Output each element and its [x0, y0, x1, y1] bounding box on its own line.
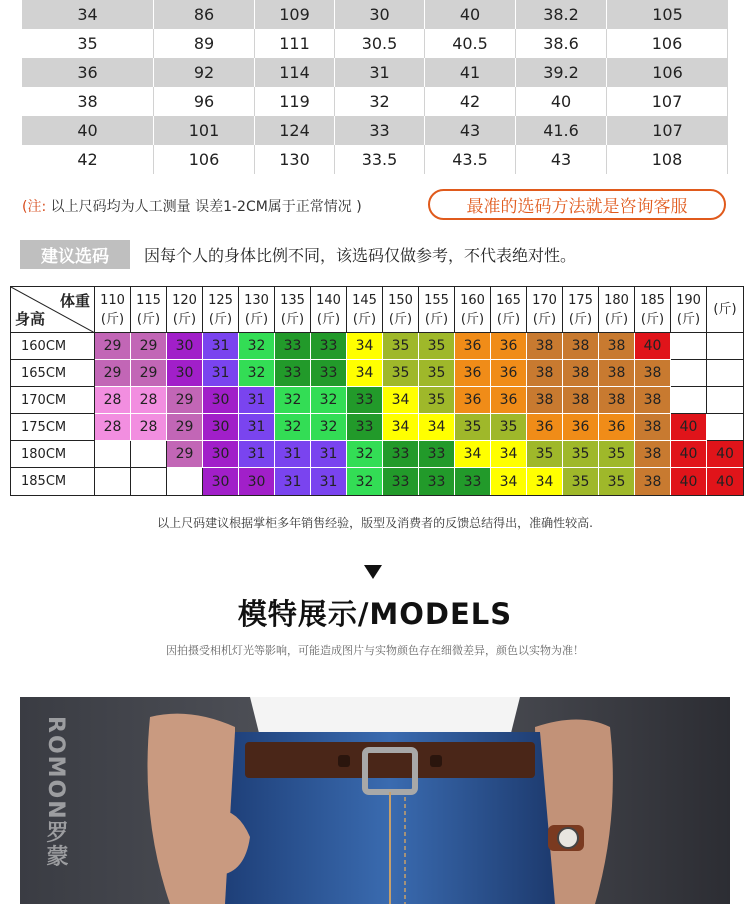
size-chart-cell: 33	[347, 387, 383, 414]
size-table-cell: 96	[154, 87, 255, 116]
size-table-cell: 36	[22, 58, 154, 87]
weight-column-header	[599, 287, 635, 333]
size-table-row	[22, 29, 728, 58]
size-chart-cell: 33	[347, 414, 383, 441]
size-table-cell: 41.6	[516, 116, 607, 145]
size-chart-cell: 36	[491, 360, 527, 387]
size-chart-cell: 36	[491, 387, 527, 414]
size-chart-cell	[95, 441, 131, 468]
weight-column-header	[671, 287, 707, 333]
height-row-label: 160CM	[11, 333, 95, 360]
size-chart-cell: 40	[671, 414, 707, 441]
size-chart-cell: 35	[563, 468, 599, 495]
size-chart-cell	[671, 360, 707, 387]
weight-unit: (斤)	[676, 311, 701, 327]
chart-row	[11, 468, 743, 495]
size-chart-cell: 36	[455, 387, 491, 414]
size-table-cell: 40	[516, 87, 607, 116]
weight-unit: (斤)	[568, 311, 593, 327]
models-subtitle: 因拍摄受相机灯光等影响，可能造成图片与实物颜色存在细微差异，颜色以实物为准！	[166, 644, 584, 657]
size-chart-cell: 32	[347, 468, 383, 495]
size-table-cell: 41	[425, 58, 516, 87]
size-chart-cell: 38	[563, 333, 599, 360]
size-chart-cell: 40	[707, 441, 743, 468]
weight-value: 180	[604, 292, 629, 308]
size-table-row	[22, 87, 728, 116]
size-chart-cell: 34	[383, 387, 419, 414]
note-text: 以上尺码均为人工测量 误差1-2CM属于正常情况	[46, 199, 357, 215]
size-chart-cell: 30	[203, 468, 239, 495]
size-chart-cell: 29	[167, 387, 203, 414]
size-table-cell: 40	[425, 0, 516, 29]
weight-value: 130	[244, 292, 269, 308]
weight-unit: (斤)	[388, 311, 413, 327]
weight-value: 140	[316, 292, 341, 308]
weight-unit: (斤)	[280, 311, 305, 327]
weight-unit: (斤)	[100, 311, 125, 327]
size-chart-cell: 28	[131, 414, 167, 441]
size-chart-cell: 33	[275, 360, 311, 387]
chart-row	[11, 414, 743, 441]
size-table-cell: 107	[607, 87, 728, 116]
size-chart-cell: 35	[383, 333, 419, 360]
size-chart-cell: 36	[491, 333, 527, 360]
weight-unit: (斤)	[208, 311, 233, 327]
size-table-cell: 42	[425, 87, 516, 116]
weight-value: 185	[640, 292, 665, 308]
size-chart-cell: 29	[95, 333, 131, 360]
size-chart-cell: 32	[347, 441, 383, 468]
size-table-cell: 39.2	[516, 58, 607, 87]
size-table-cell: 32	[335, 87, 425, 116]
size-chart-cell: 31	[311, 441, 347, 468]
size-chart-cell: 34	[491, 468, 527, 495]
weight-axis-label: 体重	[59, 292, 90, 310]
model-photo-illustration	[20, 697, 730, 904]
weight-value: 155	[424, 292, 449, 308]
weight-column-header	[275, 287, 311, 333]
size-chart-cell: 38	[635, 414, 671, 441]
size-table-cell: 40.5	[425, 29, 516, 58]
size-chart-cell: 40	[671, 441, 707, 468]
size-table-cell: 33.5	[335, 145, 425, 174]
suggest-bar	[20, 240, 576, 269]
height-row-label: 165CM	[11, 360, 95, 387]
size-chart-cell: 40	[707, 468, 743, 495]
size-chart-cell: 38	[527, 387, 563, 414]
size-table-cell: 107	[652, 121, 683, 140]
height-row-label: 185CM	[11, 468, 95, 495]
size-table-cell: 124	[255, 116, 335, 145]
size-table-cell: 33	[335, 116, 425, 145]
size-chart-cell: 32	[239, 360, 275, 387]
size-table-cell: 92	[154, 58, 255, 87]
weight-column-header	[203, 287, 239, 333]
size-table-cell: 38.6	[516, 29, 607, 58]
size-chart-cell: 33	[419, 441, 455, 468]
size-chart-cell: 29	[167, 441, 203, 468]
size-chart-cell: 38	[635, 468, 671, 495]
size-chart-cell	[707, 414, 743, 441]
weight-unit: (斤)	[604, 311, 629, 327]
size-table-cell: 42	[22, 145, 154, 174]
size-chart-cell: 34	[455, 441, 491, 468]
size-chart-cell: 30	[167, 333, 203, 360]
size-chart-cell: 30	[203, 387, 239, 414]
size-chart-cell: 32	[311, 414, 347, 441]
size-chart-cell	[707, 360, 743, 387]
size-table-cell: 30.5	[335, 29, 425, 58]
size-chart-cell: 38	[599, 333, 635, 360]
size-table-cell: 111	[255, 29, 335, 58]
weight-column-header	[419, 287, 455, 333]
size-chart-cell: 31	[239, 441, 275, 468]
size-chart-cell: 32	[311, 387, 347, 414]
size-chart-cell: 38	[635, 360, 671, 387]
size-chart-cell: 31	[311, 468, 347, 495]
size-chart-cell	[95, 468, 131, 495]
weight-column-header	[239, 287, 275, 333]
chart-corner	[11, 287, 95, 333]
size-chart-cell: 30	[239, 468, 275, 495]
height-row-label: 170CM	[11, 387, 95, 414]
size-table-cell: 106	[154, 145, 255, 174]
consult-service-tip: 最准的选码方法就是咨询客服	[428, 189, 726, 220]
size-chart-cell	[131, 468, 167, 495]
size-chart-cell	[707, 387, 743, 414]
weight-value: 135	[280, 292, 305, 308]
size-chart-cell: 35	[599, 468, 635, 495]
size-chart-cell: 38	[563, 360, 599, 387]
size-table-cell: 89	[154, 29, 255, 58]
size-chart-cell: 35	[491, 414, 527, 441]
weight-value: 160	[460, 292, 485, 308]
measurement-note	[22, 196, 362, 216]
size-chart-cell: 35	[419, 360, 455, 387]
size-chart-cell: 35	[419, 333, 455, 360]
size-table-cell: 43	[425, 116, 516, 145]
size-chart-cell	[167, 468, 203, 495]
size-chart-cell: 38	[527, 333, 563, 360]
size-chart-cell: 34	[527, 468, 563, 495]
size-table-cell: 108	[607, 145, 728, 174]
size-chart-cell: 35	[527, 441, 563, 468]
size-table-row	[22, 116, 728, 145]
size-chart-cell: 33	[419, 468, 455, 495]
size-chart-cell: 33	[275, 333, 311, 360]
size-chart-cell: 30	[203, 441, 239, 468]
size-chart-cell: 28	[95, 414, 131, 441]
note-open-paren: (	[22, 199, 28, 215]
weight-column-header	[563, 287, 599, 333]
weight-column-header	[131, 287, 167, 333]
size-chart-cell: 33	[383, 468, 419, 495]
size-chart-cell: 36	[599, 414, 635, 441]
weight-column-header	[347, 287, 383, 333]
size-chart-cell	[671, 333, 707, 360]
weight-unit: (斤)	[713, 302, 737, 317]
size-chart-cell: 38	[599, 387, 635, 414]
size-chart-cell: 32	[275, 387, 311, 414]
size-chart-cell: 38	[527, 360, 563, 387]
weight-column-header	[707, 287, 743, 333]
size-chart-cell: 40	[635, 333, 671, 360]
size-chart-cell	[671, 387, 707, 414]
size-table-cell: 101	[154, 116, 255, 145]
weight-value: 115	[136, 292, 161, 308]
chart-caption: 以上尺码建议根据掌柜多年销售经验，版型及消费者的反馈总结得出，准确性较高.	[157, 516, 593, 530]
size-table-cell: 105	[652, 5, 683, 24]
size-table-cell: 109	[255, 0, 335, 29]
size-chart-cell: 29	[131, 333, 167, 360]
size-chart-cell: 31	[275, 441, 311, 468]
size-table-cell: 106	[652, 63, 683, 82]
size-table-row	[22, 145, 728, 174]
height-row-label: 180CM	[11, 441, 95, 468]
weight-unit: (斤)	[640, 311, 665, 327]
size-table-cell: 86	[154, 0, 255, 29]
size-table-cell: 119	[255, 87, 335, 116]
weight-value: 150	[388, 292, 413, 308]
weight-value: 170	[532, 292, 557, 308]
size-chart-cell: 31	[275, 468, 311, 495]
size-table-cell: 43.5	[425, 145, 516, 174]
model-photo	[20, 697, 730, 904]
size-table-cell: 130	[255, 145, 335, 174]
weight-column-header	[95, 287, 131, 333]
weight-value: 125	[208, 292, 233, 308]
size-chart-cell: 28	[131, 387, 167, 414]
weight-value: 165	[496, 292, 521, 308]
size-table-cell: 114	[255, 58, 335, 87]
size-table-cell: 40	[22, 116, 154, 145]
weight-column-header	[491, 287, 527, 333]
weight-column-header	[455, 287, 491, 333]
size-chart-cell: 35	[599, 441, 635, 468]
weight-column-header	[311, 287, 347, 333]
note-label: 注:	[27, 199, 47, 215]
size-chart-cell: 31	[203, 360, 239, 387]
size-table	[22, 0, 728, 174]
note-close-paren: )	[356, 199, 362, 215]
size-table-cell: 31	[335, 58, 425, 87]
size-chart-cell: 29	[167, 414, 203, 441]
size-chart-cell: 30	[167, 360, 203, 387]
size-table-cell: 106	[607, 29, 728, 58]
size-chart-cell	[707, 333, 743, 360]
chart-row	[11, 387, 743, 414]
weight-unit: (斤)	[532, 311, 557, 327]
size-table-row	[22, 0, 728, 29]
weight-unit: (斤)	[496, 311, 521, 327]
size-table-row	[22, 58, 728, 87]
size-table-cell: 30	[335, 0, 425, 29]
size-chart-cell: 31	[203, 333, 239, 360]
size-chart-cell: 32	[275, 414, 311, 441]
size-chart-cell: 34	[383, 414, 419, 441]
size-chart-cell: 34	[419, 414, 455, 441]
weight-value: 190	[676, 292, 701, 308]
height-row-label: 175CM	[11, 414, 95, 441]
size-chart-cell: 29	[131, 360, 167, 387]
down-arrow-icon	[364, 565, 382, 579]
weight-unit: (斤)	[460, 311, 485, 327]
chart-row	[11, 360, 743, 387]
size-chart-cell: 35	[455, 414, 491, 441]
size-table-cell: 35	[22, 29, 154, 58]
models-title: 模特展示/MODELS	[237, 597, 513, 631]
weight-value: 110	[100, 292, 125, 308]
size-chart-cell: 38	[563, 387, 599, 414]
size-chart-cell: 33	[311, 333, 347, 360]
size-table-cell: 38	[22, 87, 154, 116]
size-chart-cell: 38	[599, 360, 635, 387]
chart-row	[11, 441, 743, 468]
suggest-badge: 建议选码	[20, 240, 130, 269]
size-chart	[10, 286, 744, 496]
size-table-cell: 34	[22, 0, 154, 29]
weight-unit: (斤)	[172, 311, 197, 327]
size-chart-cell: 32	[239, 333, 275, 360]
size-chart-cell: 34	[347, 333, 383, 360]
suggest-text: 因每个人的身体比例不同，该选码仅做参考，不代表绝对性。	[144, 246, 577, 265]
size-chart-cell: 38	[635, 387, 671, 414]
size-chart-cell: 36	[455, 333, 491, 360]
weight-column-header	[527, 287, 563, 333]
weight-column-header	[635, 287, 671, 333]
weight-unit: (斤)	[424, 311, 449, 327]
chart-header-row	[11, 287, 743, 333]
size-chart-cell: 36	[455, 360, 491, 387]
brand-watermark: ROMON罗蒙	[43, 716, 68, 869]
size-chart-cell: 35	[419, 387, 455, 414]
size-chart-cell: 30	[203, 414, 239, 441]
size-chart-cell: 33	[455, 468, 491, 495]
size-chart-cell: 36	[527, 414, 563, 441]
size-chart-cell: 31	[239, 414, 275, 441]
size-chart-cell: 33	[383, 441, 419, 468]
weight-unit: (斤)	[244, 311, 269, 327]
size-chart-cell: 40	[671, 468, 707, 495]
size-table-cell: 38.2	[516, 0, 607, 29]
weight-value: 145	[352, 292, 377, 308]
size-chart-cell: 38	[635, 441, 671, 468]
size-chart-cell: 35	[563, 441, 599, 468]
size-chart-cell: 31	[239, 387, 275, 414]
size-chart-cell: 36	[563, 414, 599, 441]
size-chart-cell: 33	[311, 360, 347, 387]
weight-value: 175	[568, 292, 593, 308]
size-chart-cell: 35	[383, 360, 419, 387]
size-table-cell: 43	[516, 145, 607, 174]
size-chart-cell: 29	[95, 360, 131, 387]
size-chart-cell	[131, 441, 167, 468]
size-chart-cell: 34	[347, 360, 383, 387]
size-chart-cell: 28	[95, 387, 131, 414]
height-axis-label: 身高	[15, 310, 46, 328]
weight-unit: (斤)	[316, 311, 341, 327]
size-chart-cell: 34	[491, 441, 527, 468]
weight-unit: (斤)	[352, 311, 377, 327]
weight-column-header	[167, 287, 203, 333]
chart-row	[11, 333, 743, 360]
weight-value: 120	[172, 292, 197, 308]
weight-unit: (斤)	[136, 311, 161, 327]
weight-column-header	[383, 287, 419, 333]
